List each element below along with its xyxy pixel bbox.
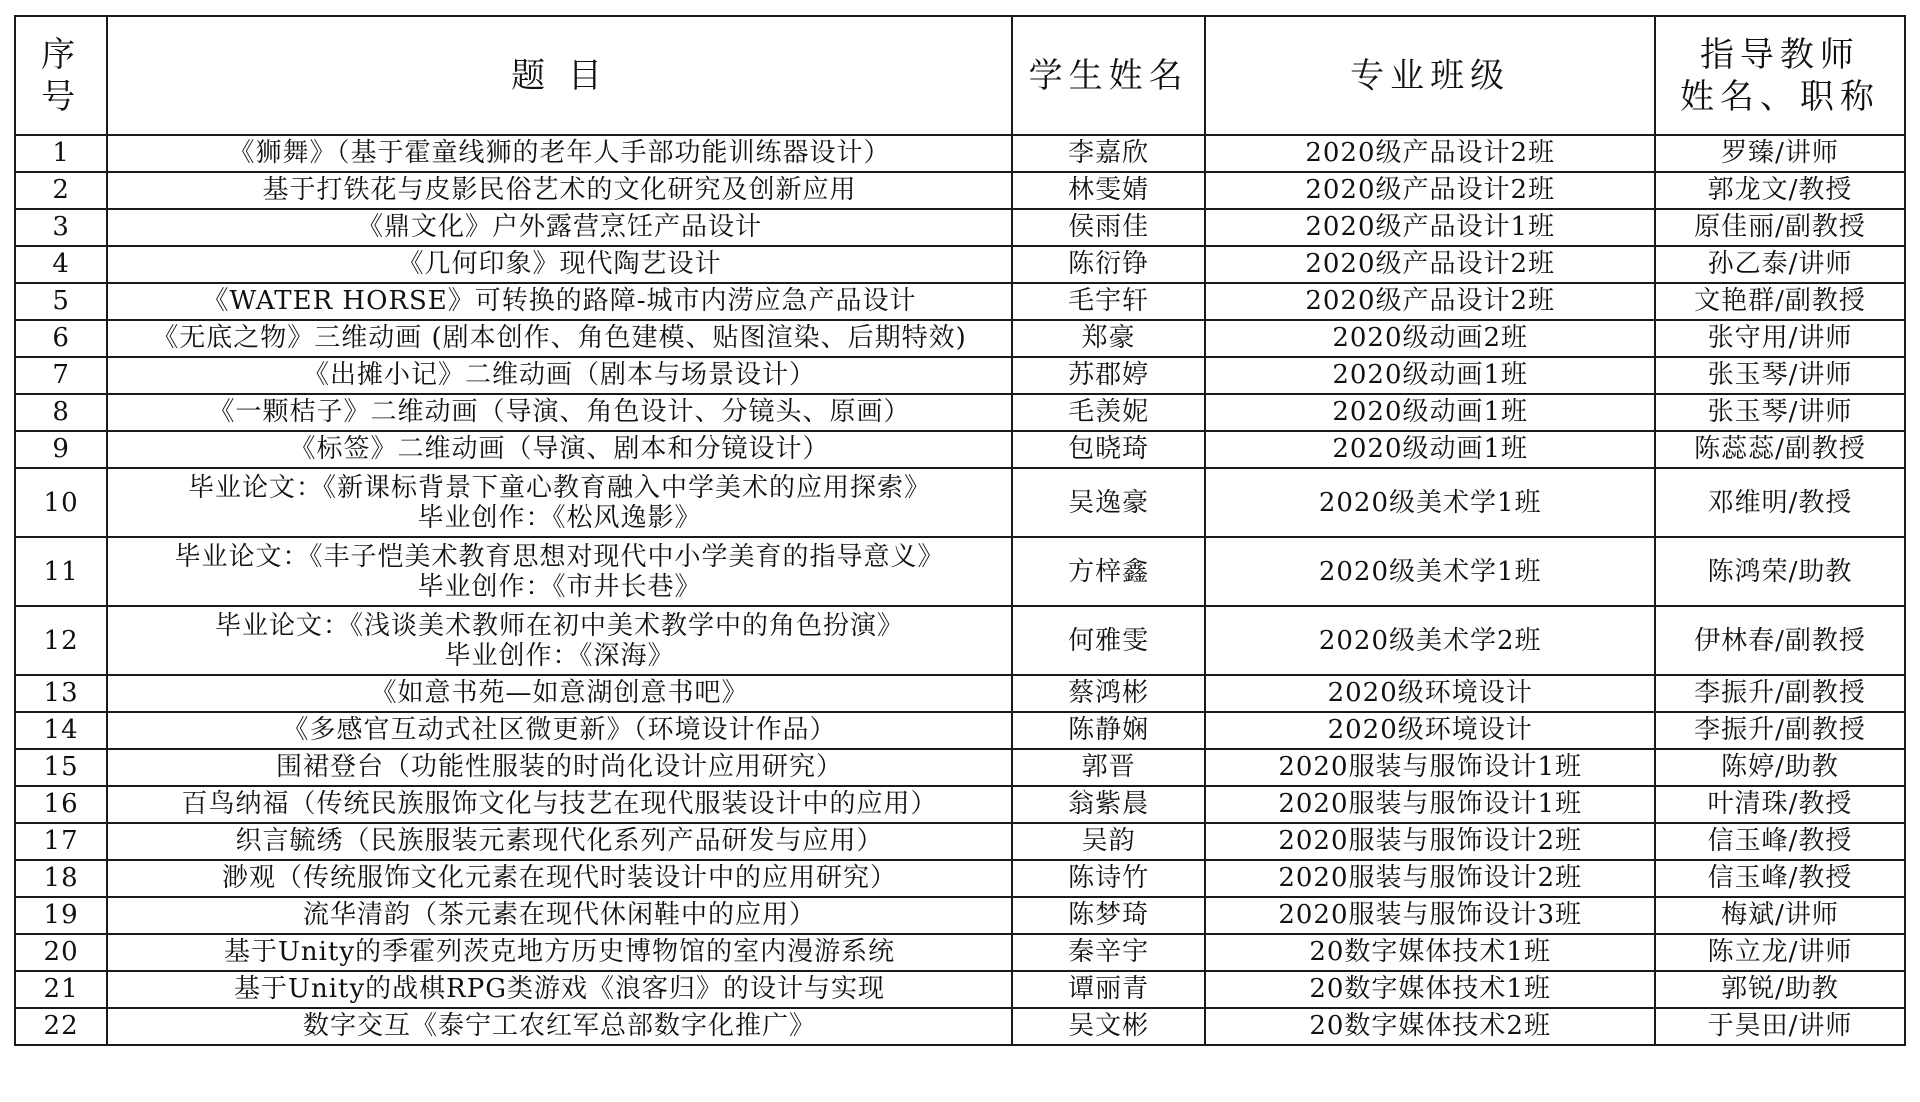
header-advisor-line: 指导教师 (1699, 34, 1860, 75)
row-advisor: 张守用/讲师 (1655, 320, 1905, 357)
table-row (15, 1008, 1905, 1045)
row-title (107, 283, 1012, 320)
award-table (14, 15, 1906, 1046)
row-class: 2020服装与服饰设计3班 (1205, 897, 1654, 934)
row-class: 2020级美术学1班 (1205, 537, 1654, 606)
table-row (15, 283, 1905, 320)
row-number: 18 (15, 860, 107, 897)
row-number: 15 (15, 749, 107, 786)
row-number: 17 (15, 823, 107, 860)
row-number: 11 (15, 537, 107, 606)
row-student: 李嘉欣 (1012, 135, 1206, 172)
table-row (15, 209, 1905, 246)
row-title-line: 毕业创作：《市井长巷》 (417, 571, 702, 602)
row-title-line: 基于Unity的战棋RPG类游戏《浪客归》的设计与实现 (234, 974, 885, 1004)
row-title-line: 《标签》二维动画（导演、剧本和分镜设计） (289, 434, 830, 464)
row-title-line: 流华清韵（茶元素在现代休闲鞋中的应用） (303, 900, 817, 930)
row-title (107, 786, 1012, 823)
row-advisor: 陈蕊蕊/副教授 (1655, 431, 1905, 468)
row-class: 2020级产品设计2班 (1205, 283, 1654, 320)
row-title-line: 《如意书苑—如意湖创意书吧》 (370, 678, 749, 708)
row-title-line: 《无底之物》三维动画 (剧本创作、角色建模、贴图渲染、后期特效) (152, 323, 967, 353)
row-class: 2020服装与服饰设计2班 (1205, 823, 1654, 860)
table-row (15, 320, 1905, 357)
table-row (15, 172, 1905, 209)
row-class: 2020级美术学2班 (1205, 606, 1654, 675)
row-student: 翁紫晨 (1012, 786, 1206, 823)
row-number: 6 (15, 320, 107, 357)
row-class: 20数字媒体技术2班 (1205, 1008, 1654, 1045)
row-student: 吴韵 (1012, 823, 1206, 860)
row-title-line: 数字交互《泰宁工农红军总部数字化推广》 (303, 1011, 817, 1041)
row-advisor: 梅斌/讲师 (1655, 897, 1905, 934)
row-number: 2 (15, 172, 107, 209)
row-title-line: 百鸟纳福（传统民族服饰文化与技艺在现代服装设计中的应用） (181, 789, 938, 819)
table-body (15, 135, 1905, 1045)
row-title (107, 246, 1012, 283)
row-title-line: 毕业论文：《浅谈美术教师在初中美术教学中的角色扮演》 (215, 610, 905, 641)
header-advisor-line: 姓名、职称 (1679, 76, 1880, 117)
row-title-line: 毕业论文：《新课标背景下童心教育融入中学美术的应用探索》 (188, 472, 932, 503)
row-title-line: 《狮舞》（基于霍童线狮的老年人手部功能训练器设计） (228, 138, 891, 168)
row-advisor: 叶清珠/教授 (1655, 786, 1905, 823)
row-title-line: 《WATER HORSE》可转换的路障-城市内涝应急产品设计 (202, 286, 917, 316)
row-number: 20 (15, 934, 107, 971)
row-advisor: 郭锐/助教 (1655, 971, 1905, 1008)
row-student: 蔡鸿彬 (1012, 675, 1206, 712)
table-row (15, 860, 1905, 897)
row-class: 2020服装与服饰设计2班 (1205, 860, 1654, 897)
row-title-line: 《出摊小记》二维动画（剧本与场景设计） (303, 360, 817, 390)
row-advisor: 文艳群/副教授 (1655, 283, 1905, 320)
row-class: 2020级动画1班 (1205, 431, 1654, 468)
row-title (107, 394, 1012, 431)
row-student: 吴文彬 (1012, 1008, 1206, 1045)
row-title (107, 357, 1012, 394)
row-student: 郭晋 (1012, 749, 1206, 786)
header-index-line: 号 (41, 76, 82, 117)
header-title: 题 目 (107, 16, 1012, 135)
header-index-line: 序 (41, 34, 82, 75)
row-advisor: 郭龙文/教授 (1655, 172, 1905, 209)
row-class: 2020级美术学1班 (1205, 468, 1654, 537)
row-title (107, 468, 1012, 537)
row-class: 2020级动画1班 (1205, 394, 1654, 431)
row-class: 2020级环境设计 (1205, 675, 1654, 712)
row-class: 2020级产品设计2班 (1205, 135, 1654, 172)
row-advisor: 张玉琴/讲师 (1655, 394, 1905, 431)
row-number: 13 (15, 675, 107, 712)
row-number: 8 (15, 394, 107, 431)
row-class: 2020级产品设计2班 (1205, 172, 1654, 209)
row-title (107, 172, 1012, 209)
row-number: 1 (15, 135, 107, 172)
row-number: 3 (15, 209, 107, 246)
row-title (107, 712, 1012, 749)
table-row (15, 749, 1905, 786)
row-number: 14 (15, 712, 107, 749)
row-student: 包晓琦 (1012, 431, 1206, 468)
row-student: 林雯婧 (1012, 172, 1206, 209)
row-title-line: 织言毓绣（民族服装元素现代化系列产品研发与应用） (235, 826, 884, 856)
row-class: 2020级环境设计 (1205, 712, 1654, 749)
row-student: 郑豪 (1012, 320, 1206, 357)
row-class: 2020服装与服饰设计1班 (1205, 749, 1654, 786)
row-class: 2020级产品设计2班 (1205, 246, 1654, 283)
row-number: 12 (15, 606, 107, 675)
table-row (15, 971, 1905, 1008)
header-class: 专业班级 (1205, 16, 1654, 135)
row-title (107, 606, 1012, 675)
row-title-line: 《一颗桔子》二维动画（导演、角色设计、分镜头、原画） (208, 397, 911, 427)
row-student: 陈静娴 (1012, 712, 1206, 749)
row-advisor: 伊林春/副教授 (1655, 606, 1905, 675)
row-student: 毛宇轩 (1012, 283, 1206, 320)
row-title (107, 971, 1012, 1008)
row-student: 吴逸豪 (1012, 468, 1206, 537)
table-row (15, 468, 1905, 537)
row-student: 苏郡婷 (1012, 357, 1206, 394)
row-advisor: 原佳丽/副教授 (1655, 209, 1905, 246)
table-row (15, 135, 1905, 172)
table-row (15, 431, 1905, 468)
table-row (15, 357, 1905, 394)
row-title (107, 934, 1012, 971)
row-title (107, 135, 1012, 172)
row-class: 20数字媒体技术1班 (1205, 971, 1654, 1008)
row-title-line: 渺观（传统服饰文化元素在现代时装设计中的应用研究） (222, 863, 898, 893)
table-row (15, 606, 1905, 675)
row-advisor: 陈鸿荣/助教 (1655, 537, 1905, 606)
row-title (107, 209, 1012, 246)
table-row (15, 394, 1905, 431)
table-row (15, 786, 1905, 823)
row-advisor: 陈立龙/讲师 (1655, 934, 1905, 971)
row-number: 4 (15, 246, 107, 283)
table-row (15, 712, 1905, 749)
row-advisor: 孙乙泰/讲师 (1655, 246, 1905, 283)
row-advisor: 李振升/副教授 (1655, 675, 1905, 712)
row-title-line: 围裙登台（功能性服装的时尚化设计应用研究） (276, 752, 844, 782)
row-title (107, 860, 1012, 897)
table-row (15, 934, 1905, 971)
row-number: 5 (15, 283, 107, 320)
row-student: 何雅雯 (1012, 606, 1206, 675)
header-student: 学生姓名 (1012, 16, 1206, 135)
row-title-line: 毕业论文：《丰子恺美术教育思想对现代中小学美育的指导意义》 (174, 541, 945, 572)
row-title-line: 基于Unity的季霍列茨克地方历史博物馆的室内漫游系统 (223, 937, 896, 967)
row-student: 陈梦琦 (1012, 897, 1206, 934)
row-title-line: 《鼎文化》户外露营烹饪产品设计 (357, 212, 763, 242)
table-row (15, 246, 1905, 283)
row-student: 侯雨佳 (1012, 209, 1206, 246)
row-student: 秦辛宇 (1012, 934, 1206, 971)
row-title (107, 823, 1012, 860)
row-advisor: 张玉琴/讲师 (1655, 357, 1905, 394)
row-advisor: 于昊田/讲师 (1655, 1008, 1905, 1045)
row-number: 10 (15, 468, 107, 537)
row-advisor: 罗臻/讲师 (1655, 135, 1905, 172)
table-row (15, 897, 1905, 934)
row-number: 22 (15, 1008, 107, 1045)
row-title (107, 1008, 1012, 1045)
row-title (107, 537, 1012, 606)
row-number: 16 (15, 786, 107, 823)
row-title (107, 431, 1012, 468)
row-advisor: 信玉峰/教授 (1655, 860, 1905, 897)
row-title-line: 《多感官互动式社区微更新》（环境设计作品） (282, 715, 837, 745)
row-number: 21 (15, 971, 107, 1008)
table-header-row (15, 16, 1905, 135)
row-student: 陈衍铮 (1012, 246, 1206, 283)
row-title (107, 749, 1012, 786)
row-class: 2020级动画1班 (1205, 357, 1654, 394)
header-index (15, 16, 107, 135)
row-number: 9 (15, 431, 107, 468)
row-advisor: 邓维明/教授 (1655, 468, 1905, 537)
row-number: 19 (15, 897, 107, 934)
row-class: 2020级动画2班 (1205, 320, 1654, 357)
row-title (107, 320, 1012, 357)
row-student: 谭丽青 (1012, 971, 1206, 1008)
row-title (107, 675, 1012, 712)
row-class: 2020服装与服饰设计1班 (1205, 786, 1654, 823)
table-row (15, 537, 1905, 606)
row-title-line: 基于打铁花与皮影民俗艺术的文化研究及创新应用 (262, 175, 857, 205)
row-student: 毛羡妮 (1012, 394, 1206, 431)
row-title-line: 毕业创作：《松风逸影》 (417, 502, 702, 533)
row-title-line: 《几何印象》现代陶艺设计 (397, 249, 722, 279)
table-row (15, 823, 1905, 860)
row-student: 方梓鑫 (1012, 537, 1206, 606)
row-advisor: 信玉峰/教授 (1655, 823, 1905, 860)
row-advisor: 李振升/副教授 (1655, 712, 1905, 749)
row-class: 2020级产品设计1班 (1205, 209, 1654, 246)
header-advisor (1655, 16, 1905, 135)
row-advisor: 陈婷/助教 (1655, 749, 1905, 786)
row-number: 7 (15, 357, 107, 394)
row-student: 陈诗竹 (1012, 860, 1206, 897)
table-row (15, 675, 1905, 712)
row-title-line: 毕业创作：《深海》 (444, 640, 675, 671)
row-title (107, 897, 1012, 934)
row-class: 20数字媒体技术1班 (1205, 934, 1654, 971)
